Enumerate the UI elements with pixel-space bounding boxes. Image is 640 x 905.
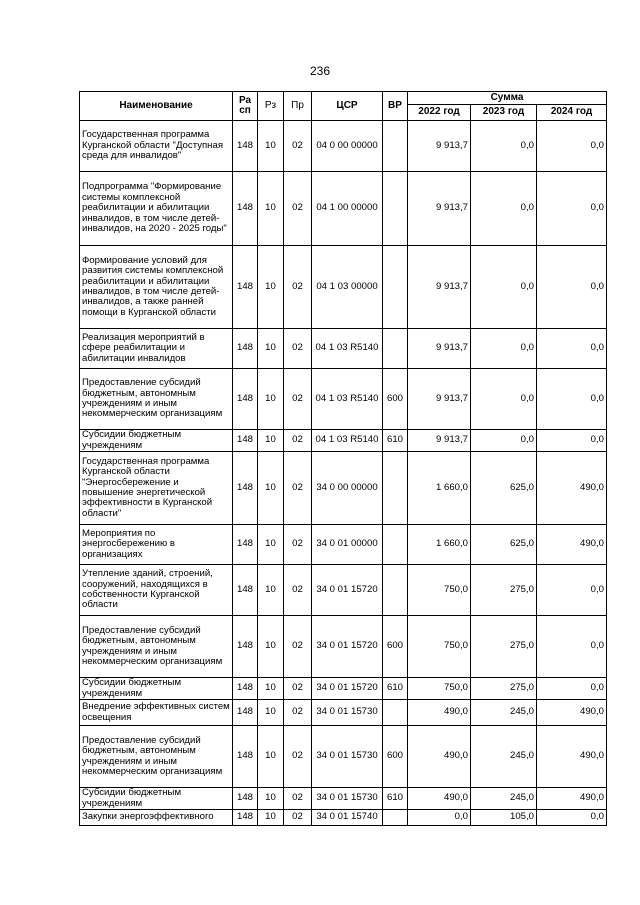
cell-rz: 10 — [258, 678, 284, 700]
header-name: Наименование — [80, 92, 233, 121]
cell-pr: 02 — [284, 121, 312, 172]
cell-2022: 750,0 — [408, 565, 471, 616]
cell-name: Государственная программа Курганской области "Энергосбережение и повышение энергетической эффективности в Курганской области" — [80, 452, 233, 525]
cell-csr: 04 1 03 R5140 — [312, 369, 383, 430]
cell-2023: 0,0 — [471, 172, 537, 246]
table-row — [80, 329, 607, 369]
table-row — [80, 452, 607, 525]
cell-name: Государственная программа Курганской области "Доступная среда для инвалидов" — [80, 121, 233, 172]
cell-2022: 9 913,7 — [408, 172, 471, 246]
cell-2023: 0,0 — [471, 246, 537, 329]
cell-2024: 490,0 — [537, 788, 607, 810]
header-rasp: Ра сп — [233, 92, 258, 121]
table-row — [80, 369, 607, 430]
cell-name: Подпрограмма "Формирование системы комплексной реабилитации и абилитации инвалидов, в том числе детей-инвалидов, на 2020 - 2025 годы" — [80, 172, 233, 246]
cell-csr: 04 1 03 R5140 — [312, 430, 383, 452]
cell-2023: 275,0 — [471, 565, 537, 616]
table-row — [80, 700, 607, 726]
cell-2023: 0,0 — [471, 329, 537, 369]
page-number: 236 — [309, 64, 331, 78]
cell-vr: 600 — [383, 616, 408, 678]
cell-csr: 34 0 01 15730 — [312, 700, 383, 726]
cell-csr: 04 1 03 00000 — [312, 246, 383, 329]
table-row — [80, 565, 607, 616]
cell-pr: 02 — [284, 810, 312, 826]
cell-vr: 610 — [383, 788, 408, 810]
header-2022: 2022 год — [408, 105, 471, 121]
cell-2022: 9 913,7 — [408, 121, 471, 172]
cell-2023: 0,0 — [471, 430, 537, 452]
cell-rz: 10 — [258, 616, 284, 678]
cell-rasp: 148 — [233, 565, 258, 616]
cell-rasp: 148 — [233, 430, 258, 452]
cell-vr — [383, 246, 408, 329]
cell-2023: 245,0 — [471, 788, 537, 810]
cell-2022: 9 913,7 — [408, 329, 471, 369]
cell-pr: 02 — [284, 430, 312, 452]
cell-pr: 02 — [284, 172, 312, 246]
cell-2023: 245,0 — [471, 726, 537, 788]
cell-2022: 490,0 — [408, 788, 471, 810]
cell-name: Реализация мероприятий в сфере реабилитации и абилитации инвалидов — [80, 329, 233, 369]
cell-vr — [383, 452, 408, 525]
cell-vr — [383, 810, 408, 826]
cell-2024: 0,0 — [537, 810, 607, 826]
header-csr: ЦСР — [312, 92, 383, 121]
cell-2022: 750,0 — [408, 616, 471, 678]
cell-2022: 1 660,0 — [408, 452, 471, 525]
cell-2024: 0,0 — [537, 565, 607, 616]
table-row — [80, 810, 607, 826]
cell-2024: 490,0 — [537, 525, 607, 565]
cell-pr: 02 — [284, 329, 312, 369]
cell-2023: 275,0 — [471, 616, 537, 678]
table-row — [80, 726, 607, 788]
cell-vr — [383, 329, 408, 369]
cell-2022: 1 660,0 — [408, 525, 471, 565]
cell-name: Внедрение эффективных систем освещения — [80, 700, 233, 726]
cell-pr: 02 — [284, 616, 312, 678]
cell-2024: 490,0 — [537, 700, 607, 726]
header-vr: ВР — [383, 92, 408, 121]
table-row — [80, 246, 607, 329]
cell-name: Предоставление субсидий бюджетным, автономным учреждениям и иным некоммерческим организациям — [80, 726, 233, 788]
cell-name: Формирование условий для развития системы комплексной реабилитации и абилитации инвалидов, в том числе детей-инвалидов, а также ранней помощи в Курганской области — [80, 246, 233, 329]
cell-rasp: 148 — [233, 726, 258, 788]
cell-2022: 750,0 — [408, 678, 471, 700]
cell-rz: 10 — [258, 329, 284, 369]
cell-rz: 10 — [258, 788, 284, 810]
cell-vr: 610 — [383, 678, 408, 700]
cell-csr: 34 0 01 00000 — [312, 525, 383, 565]
table-row — [80, 121, 607, 172]
cell-rz: 10 — [258, 172, 284, 246]
cell-vr — [383, 172, 408, 246]
cell-name: Предоставление субсидий бюджетным, автономным учреждениям и иным некоммерческим организациям — [80, 369, 233, 430]
cell-2022: 490,0 — [408, 700, 471, 726]
cell-rasp: 148 — [233, 172, 258, 246]
cell-csr: 34 0 01 15720 — [312, 616, 383, 678]
cell-2022: 9 913,7 — [408, 246, 471, 329]
cell-name: Предоставление субсидий бюджетным, автономным учреждениям и иным некоммерческим организациям — [80, 616, 233, 678]
cell-name: Субсидии бюджетным учреждениям — [80, 788, 233, 810]
cell-2022: 490,0 — [408, 726, 471, 788]
cell-name: Мероприятия по энергосбережению в организациях — [80, 525, 233, 565]
cell-2023: 625,0 — [471, 452, 537, 525]
budget-table — [79, 91, 607, 826]
cell-2024: 0,0 — [537, 329, 607, 369]
cell-pr: 02 — [284, 525, 312, 565]
cell-2022: 0,0 — [408, 810, 471, 826]
cell-name: Закупки энергоэффективного — [80, 810, 233, 826]
cell-rz: 10 — [258, 369, 284, 430]
table-row — [80, 525, 607, 565]
cell-name: Субсидии бюджетным учреждениям — [80, 430, 233, 452]
table-row — [80, 430, 607, 452]
cell-name: Утепление зданий, строений, сооружений, находящихся в собственности Курганской области — [80, 565, 233, 616]
cell-pr: 02 — [284, 565, 312, 616]
cell-2024: 490,0 — [537, 726, 607, 788]
header-sum: Сумма — [408, 92, 607, 105]
cell-vr: 600 — [383, 726, 408, 788]
cell-pr: 02 — [284, 369, 312, 430]
table-row — [80, 616, 607, 678]
cell-2023: 0,0 — [471, 121, 537, 172]
cell-rasp: 148 — [233, 329, 258, 369]
cell-rz: 10 — [258, 726, 284, 788]
table-header — [80, 92, 607, 121]
cell-2023: 105,0 — [471, 810, 537, 826]
cell-pr: 02 — [284, 700, 312, 726]
cell-rz: 10 — [258, 700, 284, 726]
cell-2022: 9 913,7 — [408, 369, 471, 430]
cell-rasp: 148 — [233, 616, 258, 678]
cell-vr — [383, 121, 408, 172]
table-body — [80, 121, 607, 826]
cell-2024: 0,0 — [537, 430, 607, 452]
cell-rasp: 148 — [233, 678, 258, 700]
header-2024: 2024 год — [537, 105, 607, 121]
cell-pr: 02 — [284, 726, 312, 788]
cell-rasp: 148 — [233, 121, 258, 172]
cell-csr: 04 1 03 R5140 — [312, 329, 383, 369]
cell-rz: 10 — [258, 525, 284, 565]
cell-vr: 610 — [383, 430, 408, 452]
cell-vr — [383, 700, 408, 726]
cell-pr: 02 — [284, 788, 312, 810]
cell-2024: 0,0 — [537, 678, 607, 700]
cell-2024: 0,0 — [537, 172, 607, 246]
cell-vr: 600 — [383, 369, 408, 430]
cell-csr: 34 0 01 15730 — [312, 788, 383, 810]
table-row — [80, 172, 607, 246]
table-row — [80, 788, 607, 810]
table-row — [80, 678, 607, 700]
cell-rasp: 148 — [233, 810, 258, 826]
cell-csr: 34 0 01 15730 — [312, 726, 383, 788]
cell-rz: 10 — [258, 810, 284, 826]
cell-rz: 10 — [258, 452, 284, 525]
cell-rasp: 148 — [233, 246, 258, 329]
cell-pr: 02 — [284, 246, 312, 329]
cell-rasp: 148 — [233, 525, 258, 565]
cell-name: Субсидии бюджетным учреждениям — [80, 678, 233, 700]
cell-2023: 0,0 — [471, 369, 537, 430]
cell-vr — [383, 525, 408, 565]
cell-csr: 04 1 00 00000 — [312, 172, 383, 246]
cell-2023: 245,0 — [471, 700, 537, 726]
cell-rasp: 148 — [233, 452, 258, 525]
cell-rasp: 148 — [233, 369, 258, 430]
cell-2024: 0,0 — [537, 369, 607, 430]
cell-2023: 275,0 — [471, 678, 537, 700]
cell-vr — [383, 565, 408, 616]
cell-pr: 02 — [284, 678, 312, 700]
header-2023: 2023 год — [471, 105, 537, 121]
cell-rz: 10 — [258, 121, 284, 172]
cell-rz: 10 — [258, 430, 284, 452]
cell-rz: 10 — [258, 565, 284, 616]
cell-csr: 34 0 01 15740 — [312, 810, 383, 826]
cell-2022: 9 913,7 — [408, 430, 471, 452]
cell-2024: 0,0 — [537, 246, 607, 329]
cell-2023: 625,0 — [471, 525, 537, 565]
cell-csr: 34 0 01 15720 — [312, 678, 383, 700]
cell-csr: 04 0 00 00000 — [312, 121, 383, 172]
cell-csr: 34 0 00 00000 — [312, 452, 383, 525]
cell-rasp: 148 — [233, 700, 258, 726]
header-pr: Пр — [284, 92, 312, 121]
cell-2024: 0,0 — [537, 616, 607, 678]
header-rz: Рз — [258, 92, 284, 121]
cell-rasp: 148 — [233, 788, 258, 810]
cell-rz: 10 — [258, 246, 284, 329]
cell-pr: 02 — [284, 452, 312, 525]
cell-csr: 34 0 01 15720 — [312, 565, 383, 616]
cell-2024: 0,0 — [537, 121, 607, 172]
cell-2024: 490,0 — [537, 452, 607, 525]
